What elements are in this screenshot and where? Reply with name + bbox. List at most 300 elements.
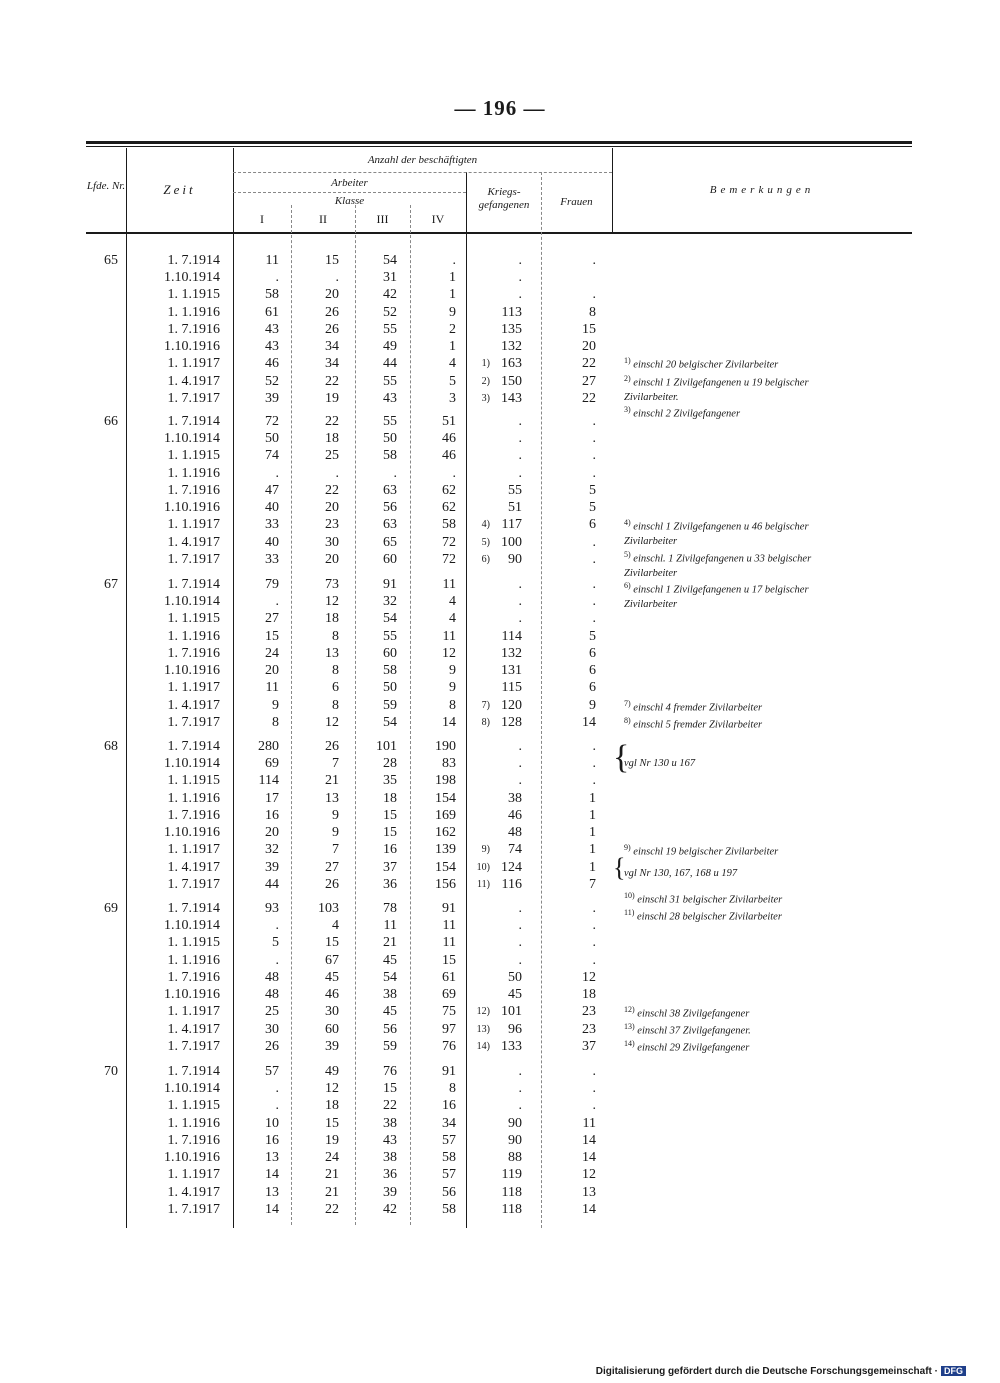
cell-class-iv: 9: [449, 304, 456, 320]
cell-frauen: .: [592, 431, 596, 447]
cell-class-iii: 44: [383, 356, 397, 372]
cell-class-ii: 15: [325, 253, 339, 268]
cell-class-i: 47: [265, 482, 279, 498]
cell-class-iv: 11: [442, 577, 456, 592]
cell-class-iv: 16: [442, 1098, 456, 1114]
cell-kriegsgefangene: 163: [501, 356, 522, 372]
group-number: 70: [104, 1064, 118, 1079]
cell-frauen: .: [592, 901, 596, 916]
cell-class-iv: 75: [442, 1004, 456, 1020]
cell-date: 1. 7.1914: [167, 739, 220, 754]
cell-class-iv: 46: [442, 431, 456, 447]
note-2: $^{2)}$ einschl 1 Zivilgefangenen u 19 belgischer Zivilarbeiter.: [624, 374, 809, 403]
cell-class-ii: 18: [325, 1098, 339, 1114]
cell-frauen: 12: [582, 1167, 596, 1183]
cell-frauen: .: [592, 918, 596, 934]
cell-frauen: .: [592, 534, 596, 550]
cell-date: 1. 7.1916: [167, 807, 220, 823]
cell-class-iii: 91: [383, 577, 397, 592]
cell-class-ii: 26: [325, 876, 339, 892]
cell-class-ii: 27: [325, 859, 339, 875]
cell-class-iv: 154: [435, 859, 456, 875]
cell-kriegsgefangene: .: [518, 756, 522, 772]
cell-class-iv: 97: [442, 1021, 456, 1037]
cell-date: 1. 4.1917: [167, 373, 220, 389]
cell-class-i: 48: [265, 987, 279, 1003]
cell-class-iii: 50: [383, 431, 397, 447]
cell-class-iv: 1: [449, 339, 456, 355]
cell-date: 1. 1.1917: [167, 517, 220, 533]
cell-date: 1. 1.1915: [167, 1098, 220, 1114]
note-4: $^{4)}$ einschl 1 Zivilgefangenen u 46 belgischer Zivilarbeiter: [624, 518, 809, 547]
cell-class-iv: 58: [442, 517, 456, 533]
cell-date: 1. 7.1917: [167, 551, 220, 567]
cell-class-i: .: [275, 1081, 279, 1097]
cell-frauen: .: [592, 773, 596, 789]
cell-frauen: 1: [589, 790, 596, 806]
cell-class-i: 15: [265, 628, 279, 644]
cell-class-ii: 8: [332, 628, 339, 644]
column-divider: [541, 172, 542, 1228]
cell-date: 1. 1.1917: [167, 1167, 220, 1183]
note-13: $^{13)}$ einschl 37 Zivilgefangener.: [624, 1022, 751, 1037]
cell-class-i: 24: [265, 645, 279, 661]
cell-frauen: 1: [589, 825, 596, 841]
column-divider: [126, 148, 127, 1228]
cell-kriegsgefangene: 115: [501, 680, 522, 696]
cell-class-ii: 26: [325, 304, 339, 320]
cell-class-iv: 4: [449, 611, 456, 627]
cell-class-i: .: [275, 465, 279, 481]
cell-class-i: .: [275, 1098, 279, 1114]
cell-kriegsgefangene: 90: [508, 1132, 522, 1148]
cell-date: 1. 1.1916: [167, 952, 220, 968]
group-number: 65: [104, 253, 118, 268]
cell-class-iii: 55: [383, 321, 397, 337]
cell-class-i: 114: [258, 773, 279, 789]
cell-class-ii: 21: [325, 773, 339, 789]
cell-class-i: 74: [265, 448, 279, 464]
cell-class-ii: 22: [325, 482, 339, 498]
cell-date: 1. 7.1917: [167, 390, 220, 406]
col-header-zeit: Zeit: [163, 182, 196, 197]
cell-date: 1. 7.1914: [167, 253, 220, 268]
cell-kriegsgefangene: .: [518, 414, 522, 429]
cell-frauen: 14: [582, 1132, 596, 1148]
col-header-class-ii: II: [319, 212, 327, 226]
cell-class-iv: 69: [442, 987, 456, 1003]
cell-date: 1. 1.1915: [167, 611, 220, 627]
cell-frauen: .: [592, 935, 596, 951]
cell-class-iii: 54: [383, 969, 397, 985]
cell-class-i: 57: [265, 1064, 279, 1079]
cell-kg-ref: 2): [481, 375, 490, 387]
cell-class-ii: 30: [325, 534, 339, 550]
cell-class-iii: 65: [383, 534, 397, 550]
cell-frauen: .: [592, 465, 596, 481]
cell-date: 1. 1.1916: [167, 790, 220, 806]
cell-date: 1.10.1914: [164, 431, 220, 447]
cell-class-i: 8: [272, 714, 279, 730]
col-header-frauen: Frauen: [560, 196, 593, 208]
cell-class-i: 11: [265, 253, 279, 268]
cell-class-iii: 38: [383, 1150, 397, 1166]
cell-date: 1.10.1914: [164, 594, 220, 610]
cell-class-ii: 20: [325, 287, 339, 303]
cell-kriegsgefangene: 114: [501, 628, 522, 644]
cell-class-ii: 22: [325, 1201, 339, 1217]
cell-class-iv: 9: [449, 663, 456, 679]
cell-class-iv: 58: [442, 1201, 456, 1217]
cell-date: 1. 1.1917: [167, 680, 220, 696]
cell-class-i: 14: [265, 1201, 279, 1217]
cell-date: 1.10.1916: [164, 987, 220, 1003]
cell-class-iv: 1: [449, 287, 456, 303]
cell-date: 1. 7.1917: [167, 876, 220, 892]
cell-class-i: 61: [265, 304, 279, 320]
cell-date: 1. 1.1916: [167, 465, 220, 481]
cell-class-ii: 21: [325, 1167, 339, 1183]
cell-kriegsgefangene: 90: [508, 1115, 522, 1131]
cell-date: 1. 7.1916: [167, 482, 220, 498]
cell-class-iv: 2: [449, 321, 456, 337]
cell-class-iii: 63: [383, 517, 397, 533]
note-6: $^{6)}$ einschl 1 Zivilgefangenen u 17 belgischer Zivilarbeiter: [624, 581, 809, 610]
note-11: $^{11)}$ einschl 28 belgischer Zivilarbeiter: [624, 908, 782, 923]
cell-kriegsgefangene: .: [518, 448, 522, 464]
cell-class-ii: 8: [332, 663, 339, 679]
note-5: $^{5)}$ einschl. 1 Zivilgefangenen u 33 belgischer Zivilarbeiter: [624, 550, 812, 579]
cell-class-iii: 55: [383, 373, 397, 389]
cell-class-ii: 26: [325, 739, 339, 754]
cell-frauen: 14: [582, 714, 596, 730]
cell-frauen: .: [592, 577, 596, 592]
cell-class-i: 40: [265, 534, 279, 550]
group-number: 66: [104, 414, 118, 429]
cell-kriegsgefangene: 88: [508, 1150, 522, 1166]
cell-class-ii: 13: [325, 645, 339, 661]
cell-kriegsgefangene: .: [518, 270, 522, 286]
cell-date: 1.10.1916: [164, 339, 220, 355]
cell-class-iii: 59: [383, 697, 397, 713]
cell-kriegsgefangene: .: [518, 952, 522, 968]
cell-class-iv: 11: [442, 918, 456, 934]
cell-frauen: .: [592, 1064, 596, 1079]
cell-kg-ref: 6): [481, 553, 490, 565]
cell-kriegsgefangene: .: [518, 594, 522, 610]
cell-date: 1.10.1916: [164, 500, 220, 516]
col-header-kriegsgefangenen: Kriegs-gefangenen: [478, 186, 530, 211]
cell-class-iv: 5: [449, 373, 456, 389]
cell-frauen: .: [592, 952, 596, 968]
cell-class-ii: 12: [325, 714, 339, 730]
cell-frauen: 14: [582, 1150, 596, 1166]
cell-class-iv: 1: [449, 270, 456, 286]
cell-class-i: 25: [265, 1004, 279, 1020]
cell-class-iii: 49: [383, 339, 397, 355]
cell-frauen: 23: [582, 1004, 596, 1020]
col-header-lfd-nr: Lfde. Nr.: [86, 180, 126, 192]
cell-class-ii: 12: [325, 1081, 339, 1097]
cell-class-i: 33: [265, 517, 279, 533]
cell-class-ii: 19: [325, 390, 339, 406]
cell-class-ii: 13: [325, 790, 339, 806]
header-bottom-rule: [86, 232, 912, 234]
cell-date: 1. 7.1916: [167, 969, 220, 985]
cell-frauen: 6: [589, 517, 596, 533]
cell-class-i: 79: [265, 577, 279, 592]
cell-class-iii: 35: [383, 773, 397, 789]
cell-date: 1. 1.1915: [167, 287, 220, 303]
cell-class-iv: 46: [442, 448, 456, 464]
cell-class-iii: .: [393, 465, 397, 481]
cell-date: 1.10.1916: [164, 825, 220, 841]
cell-class-ii: 73: [325, 577, 339, 592]
cell-class-iii: 39: [383, 1184, 397, 1200]
cell-kriegsgefangene: .: [518, 611, 522, 627]
cell-class-ii: 19: [325, 1132, 339, 1148]
cell-frauen: .: [592, 414, 596, 429]
cell-class-iv: 3: [449, 390, 456, 406]
cell-kriegsgefangene: 74: [508, 842, 522, 858]
cell-class-ii: 20: [325, 551, 339, 567]
cell-date: 1.10.1916: [164, 1150, 220, 1166]
cell-class-i: .: [275, 918, 279, 934]
cell-class-ii: 45: [325, 969, 339, 985]
cell-class-i: 52: [265, 373, 279, 389]
cell-date: 1. 4.1917: [167, 697, 220, 713]
cell-class-iii: 31: [383, 270, 397, 286]
cell-class-ii: 7: [332, 842, 339, 858]
cell-kriegsgefangene: 96: [508, 1021, 522, 1037]
note-8: $^{8)}$ einschl 5 fremder Zivilarbeiter: [624, 716, 763, 731]
col-header-anzahl: Anzahl der beschäftigten: [367, 154, 478, 166]
cell-class-i: 13: [265, 1184, 279, 1200]
cell-frauen: 5: [589, 482, 596, 498]
cell-class-iii: 101: [376, 739, 397, 754]
brace: {: [613, 853, 626, 882]
cell-kg-ref: 12): [476, 1006, 490, 1018]
cell-kg-ref: 9): [481, 844, 490, 856]
cell-date: 1. 7.1917: [167, 1038, 220, 1054]
cell-kg-ref: 4): [481, 519, 490, 531]
cell-class-iii: 37: [383, 859, 397, 875]
cell-kriegsgefangene: .: [518, 1064, 522, 1079]
cell-class-i: 5: [272, 935, 279, 951]
cell-class-i: 30: [265, 1021, 279, 1037]
cell-date: 1. 1.1915: [167, 448, 220, 464]
cell-class-iv: 34: [442, 1115, 456, 1131]
cell-class-iv: 198: [435, 773, 456, 789]
cell-frauen: .: [592, 739, 596, 754]
cell-kg-ref: 3): [481, 392, 490, 404]
cell-class-iii: 63: [383, 482, 397, 498]
cell-kg-ref: 5): [481, 536, 490, 548]
cell-date: 1. 7.1917: [167, 1201, 220, 1217]
top-rule-thin: [86, 146, 912, 147]
col-header-klasse: Klasse: [334, 195, 365, 207]
cell-class-iv: 76: [442, 1038, 456, 1054]
cell-date: 1.10.1916: [164, 663, 220, 679]
cell-kriegsgefangene: 119: [501, 1167, 522, 1183]
cell-frauen: 20: [582, 339, 596, 355]
cell-class-i: 46: [265, 356, 279, 372]
cell-class-ii: .: [335, 465, 339, 481]
cell-class-i: 43: [265, 321, 279, 337]
cell-kriegsgefangene: .: [518, 1081, 522, 1097]
cell-class-i: 9: [272, 697, 279, 713]
cell-class-i: 27: [265, 611, 279, 627]
cell-frauen: .: [592, 611, 596, 627]
group-number: 67: [104, 577, 118, 592]
note-cross-ref-68: vgl Nr 130 u 167: [624, 758, 696, 769]
cell-frauen: 1: [589, 842, 596, 858]
cell-class-iii: 16: [383, 842, 397, 858]
cell-kriegsgefangene: 101: [501, 1004, 522, 1020]
cell-class-iii: 78: [383, 901, 397, 916]
cell-kriegsgefangene: 55: [508, 482, 522, 498]
cell-class-i: 14: [265, 1167, 279, 1183]
cell-date: 1. 1.1917: [167, 842, 220, 858]
col-header-class-iv: IV: [431, 212, 445, 226]
note-14: $^{14)}$ einschl 29 Zivilgefangener: [624, 1039, 750, 1054]
group-number: 68: [104, 739, 118, 754]
cell-class-ii: 15: [325, 935, 339, 951]
cell-frauen: .: [592, 551, 596, 567]
dfg-logo-icon: DFG: [941, 1366, 966, 1376]
col-header-class-i: I: [260, 212, 264, 226]
cell-class-ii: .: [335, 270, 339, 286]
cell-class-i: 50: [265, 431, 279, 447]
cell-date: 1. 4.1917: [167, 1184, 220, 1200]
cell-class-iv: 57: [442, 1167, 456, 1183]
cell-kriegsgefangene: 113: [501, 304, 522, 320]
cell-kriegsgefangene: 132: [501, 645, 522, 661]
cell-frauen: 8: [589, 304, 596, 320]
cell-class-ii: 6: [332, 680, 339, 696]
cell-class-ii: 4: [332, 918, 339, 934]
cell-frauen: 1: [589, 807, 596, 823]
cell-class-iv: 12: [442, 645, 456, 661]
cell-date: 1. 7.1914: [167, 901, 220, 916]
cell-class-i: 69: [265, 756, 279, 772]
col-header-bemerkungen: Bemerkungen: [709, 184, 815, 196]
cell-class-i: 280: [258, 739, 279, 754]
cell-date: 1.10.1914: [164, 918, 220, 934]
cell-frauen: 1: [589, 859, 596, 875]
cell-date: 1. 1.1917: [167, 1004, 220, 1020]
cell-class-iii: 21: [383, 935, 397, 951]
cell-class-iv: 57: [442, 1132, 456, 1148]
note-cross-ref-68b: vgl Nr 130, 167, 168 u 197: [624, 868, 738, 879]
cell-kriegsgefangene: 48: [508, 825, 522, 841]
cell-frauen: 14: [582, 1201, 596, 1217]
cell-kriegsgefangene: 51: [508, 500, 522, 516]
cell-frauen: 5: [589, 500, 596, 516]
cell-class-iv: 91: [442, 1064, 456, 1079]
cell-class-i: 48: [265, 969, 279, 985]
cell-class-ii: 22: [325, 373, 339, 389]
cell-date: 1. 1.1916: [167, 304, 220, 320]
cell-class-iv: 8: [449, 697, 456, 713]
cell-kriegsgefangene: .: [518, 773, 522, 789]
cell-class-i: 20: [265, 663, 279, 679]
cell-frauen: 6: [589, 645, 596, 661]
note-7: $^{7)}$ einschl 4 fremder Zivilarbeiter: [624, 699, 763, 714]
cell-class-iv: 62: [442, 500, 456, 516]
cell-class-ii: 18: [325, 611, 339, 627]
cell-class-iii: 38: [383, 1115, 397, 1131]
cell-class-iii: 38: [383, 987, 397, 1003]
cell-kriegsgefangene: .: [518, 918, 522, 934]
cell-class-iv: 169: [435, 807, 456, 823]
cell-date: 1. 1.1915: [167, 773, 220, 789]
cell-class-iii: 18: [383, 790, 397, 806]
cell-kriegsgefangene: 38: [508, 790, 522, 806]
cell-kriegsgefangene: .: [518, 739, 522, 754]
cell-class-ii: 49: [325, 1064, 339, 1079]
cell-frauen: 11: [582, 1115, 596, 1131]
page-number: — 196 —: [454, 96, 546, 120]
cell-class-ii: 24: [325, 1150, 339, 1166]
cell-class-iv: 156: [435, 876, 456, 892]
cell-kriegsgefangene: .: [518, 1098, 522, 1114]
header-divider: [233, 192, 466, 193]
cell-class-iv: 72: [442, 534, 456, 550]
cell-class-iii: 15: [383, 1081, 397, 1097]
cell-class-i: 11: [265, 680, 279, 696]
cell-class-iii: 50: [383, 680, 397, 696]
cell-class-iii: 59: [383, 1038, 397, 1054]
cell-frauen: 6: [589, 663, 596, 679]
cell-kriegsgefangene: .: [518, 901, 522, 916]
cell-class-iv: 56: [442, 1184, 456, 1200]
cell-frauen: .: [592, 756, 596, 772]
cell-frauen: 27: [582, 373, 596, 389]
cell-class-iv: 162: [435, 825, 456, 841]
cell-class-ii: 22: [325, 414, 339, 429]
cell-class-ii: 18: [325, 431, 339, 447]
cell-class-ii: 23: [325, 517, 339, 533]
cell-class-iii: 58: [383, 448, 397, 464]
cell-class-ii: 46: [325, 987, 339, 1003]
cell-class-ii: 12: [325, 594, 339, 610]
cell-class-iv: .: [452, 465, 456, 481]
cell-date: 1. 7.1916: [167, 645, 220, 661]
cell-date: 1. 7.1916: [167, 321, 220, 337]
cell-frauen: 22: [582, 356, 596, 372]
brace: {: [613, 739, 630, 776]
cell-class-iv: 8: [449, 1081, 456, 1097]
cell-kg-ref: 13): [476, 1023, 490, 1035]
cell-class-iii: 42: [383, 287, 397, 303]
cell-date: 1.10.1914: [164, 270, 220, 286]
cell-kriegsgefangene: .: [518, 253, 522, 268]
cell-kg-ref: 8): [481, 716, 490, 728]
cell-class-ii: 9: [332, 807, 339, 823]
cell-class-ii: 7: [332, 756, 339, 772]
cell-date: 1. 1.1915: [167, 935, 220, 951]
cell-class-i: 39: [265, 390, 279, 406]
cell-class-ii: 15: [325, 1115, 339, 1131]
cell-date: 1. 1.1917: [167, 356, 220, 372]
note-12: $^{12)}$ einschl 38 Zivilgefangener: [624, 1005, 750, 1020]
cell-class-iv: 62: [442, 482, 456, 498]
note-1: $^{1)}$ einschl 20 belgischer Zivilarbeiter: [624, 356, 779, 371]
cell-date: 1. 7.1914: [167, 577, 220, 592]
cell-class-iii: 45: [383, 952, 397, 968]
cell-class-ii: 20: [325, 500, 339, 516]
